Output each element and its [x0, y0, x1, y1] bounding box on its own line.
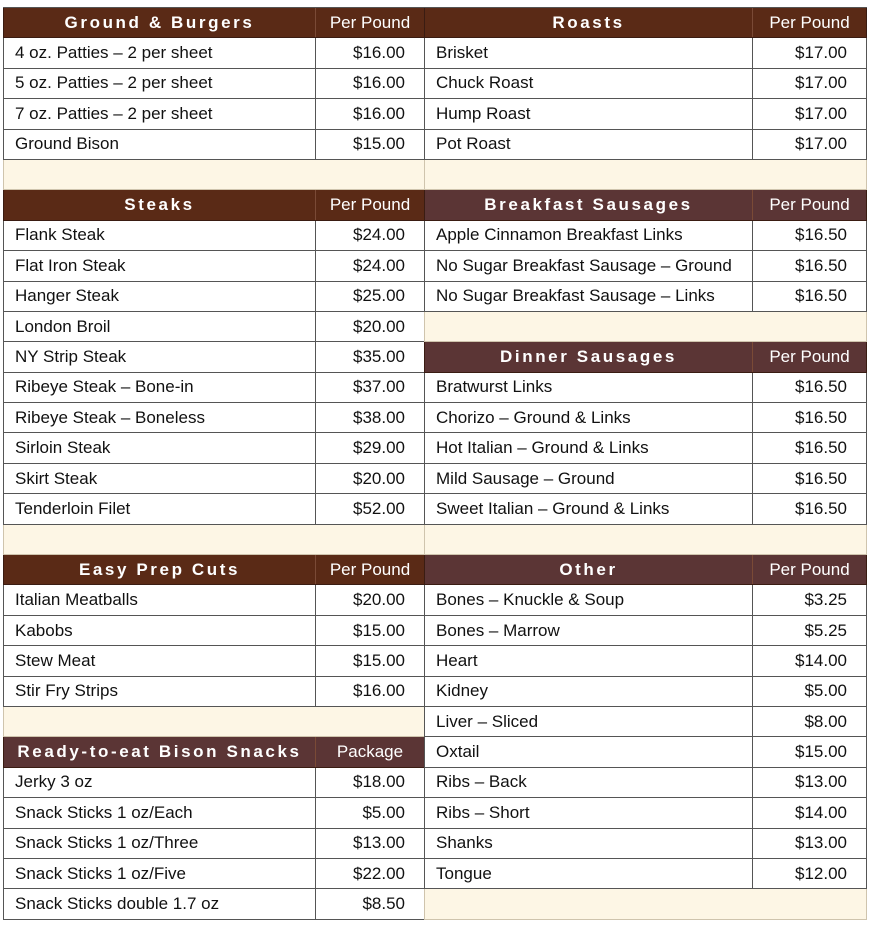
item-price: $5.00: [315, 798, 424, 827]
item-name: Kidney: [436, 681, 488, 701]
item-price: $25.00: [315, 282, 424, 311]
price-row: [424, 282, 867, 312]
item-price: $13.00: [315, 829, 424, 858]
item-price: $16.50: [752, 282, 866, 311]
item-price: $52.00: [315, 494, 424, 523]
item-name: Stew Meat: [15, 650, 96, 670]
section-title: Ready-to-eat Bison Snacks: [17, 742, 302, 762]
section-title: Other: [559, 559, 618, 579]
section-header-dinner-sausages: [424, 342, 867, 372]
item-name: Hump Roast: [436, 103, 531, 123]
price-row: [424, 646, 867, 676]
item-price: $13.00: [752, 829, 866, 858]
price-row: [3, 403, 425, 433]
item-name: 7 oz. Patties – 2 per sheet: [15, 103, 213, 123]
item-price: $16.50: [752, 373, 866, 402]
spacer-cell: [4, 160, 424, 189]
item-name: Snack Sticks 1 oz/Three: [15, 833, 199, 853]
price-row: [3, 373, 425, 403]
item-name: Skirt Steak: [15, 468, 98, 488]
item-price: $12.00: [752, 859, 866, 888]
spacer-cell: [425, 312, 866, 341]
item-name: Ribeye Steak – Bone-in: [15, 377, 194, 397]
item-name: Sweet Italian – Ground & Links: [436, 498, 670, 518]
price-unit-label: Package: [315, 737, 424, 766]
section-title: Dinner Sausages: [500, 346, 677, 366]
price-row: [3, 494, 425, 524]
price-row: [424, 403, 867, 433]
item-name: Tenderloin Filet: [15, 498, 131, 518]
price-row: [424, 130, 867, 160]
section-title: Easy Prep Cuts: [78, 559, 241, 579]
price-row: [424, 99, 867, 129]
item-price: $16.50: [752, 464, 866, 493]
item-name: Pot Roast: [436, 134, 511, 154]
item-price: $3.25: [752, 585, 866, 614]
item-price: $17.00: [752, 69, 866, 98]
item-price: $14.00: [752, 798, 866, 827]
price-unit-label: Per Pound: [752, 190, 866, 219]
item-name: Jerky 3 oz: [15, 772, 93, 792]
item-name: Snack Sticks 1 oz/Five: [15, 863, 187, 883]
item-price: $20.00: [315, 312, 424, 341]
item-price: $13.00: [752, 768, 866, 797]
item-name: Stir Fry Strips: [15, 681, 118, 701]
price-row: [3, 69, 425, 99]
item-price: $20.00: [315, 464, 424, 493]
item-name: Snack Sticks 1 oz/Each: [15, 802, 193, 822]
price-unit-label: Per Pound: [315, 555, 424, 584]
section-title: Steaks: [124, 195, 195, 215]
item-name: Liver – Sliced: [436, 711, 539, 731]
section-spacer: [424, 160, 867, 190]
price-row: [424, 585, 867, 615]
section-header-steaks: [3, 190, 425, 220]
price-unit-label: Per Pound: [752, 555, 866, 584]
item-name: London Broil: [15, 316, 111, 336]
price-row: [424, 707, 867, 737]
price-row: [3, 221, 425, 251]
item-name: Ribs – Back: [436, 772, 527, 792]
item-price: $16.50: [752, 221, 866, 250]
price-row: [3, 829, 425, 859]
price-row: [3, 312, 425, 342]
section-header-other: [424, 555, 867, 585]
item-price: $16.00: [315, 38, 424, 67]
price-row: [424, 798, 867, 828]
spacer-cell: [425, 889, 866, 918]
item-name: Chuck Roast: [436, 73, 534, 93]
item-price: $24.00: [315, 251, 424, 280]
section-spacer: [3, 160, 425, 190]
item-name: Shanks: [436, 833, 493, 853]
price-row: [3, 38, 425, 68]
price-row: [3, 433, 425, 463]
price-row: [424, 251, 867, 281]
price-unit-label: Per Pound: [752, 8, 866, 37]
section-header-roasts: [424, 8, 867, 38]
price-row: [424, 38, 867, 68]
item-name: Hot Italian – Ground & Links: [436, 438, 649, 458]
item-price: $8.00: [752, 707, 866, 736]
item-price: $16.00: [315, 69, 424, 98]
item-price: $16.00: [315, 677, 424, 706]
item-name: 5 oz. Patties – 2 per sheet: [15, 73, 213, 93]
item-name: Ribeye Steak – Boneless: [15, 407, 205, 427]
section-header-easy-prep-cuts: [3, 555, 425, 585]
item-price: $16.50: [752, 251, 866, 280]
price-row: [3, 585, 425, 615]
item-price: $8.50: [315, 889, 424, 918]
item-name: Tongue: [436, 863, 492, 883]
item-name: Flat Iron Steak: [15, 255, 126, 275]
item-name: Italian Meatballs: [15, 590, 138, 610]
item-price: $18.00: [315, 768, 424, 797]
section-spacer: [424, 889, 867, 919]
item-name: Brisket: [436, 43, 488, 63]
section-title: Ground & Burgers: [64, 12, 255, 32]
price-row: [3, 677, 425, 707]
right-price-table: [424, 8, 867, 920]
item-name: Chorizo – Ground & Links: [436, 407, 631, 427]
item-name: Bratwurst Links: [436, 377, 553, 397]
item-name: Sirloin Steak: [15, 438, 111, 458]
price-row: [424, 616, 867, 646]
section-header-ground-burgers: [3, 8, 425, 38]
price-row: [424, 737, 867, 767]
spacer-cell: [4, 707, 424, 736]
item-name: Apple Cinnamon Breakfast Links: [436, 225, 683, 245]
item-price: $16.50: [752, 494, 866, 523]
item-price: $17.00: [752, 130, 866, 159]
item-name: 4 oz. Patties – 2 per sheet: [15, 43, 213, 63]
item-price: $16.50: [752, 403, 866, 432]
section-header-breakfast-sausages: [424, 190, 867, 220]
price-row: [424, 433, 867, 463]
price-row: [424, 829, 867, 859]
price-row: [424, 69, 867, 99]
item-name: Kabobs: [15, 620, 73, 640]
item-price: $5.25: [752, 616, 866, 645]
item-price: $15.00: [315, 130, 424, 159]
item-name: Oxtail: [436, 742, 480, 762]
section-header-ready-to-eat-bison-snacks: [3, 737, 425, 767]
price-row: [424, 859, 867, 889]
item-price: $17.00: [752, 38, 866, 67]
section-spacer: [3, 707, 425, 737]
price-unit-label: Per Pound: [315, 8, 424, 37]
price-unit-label: Per Pound: [315, 190, 424, 219]
price-row: [3, 342, 425, 372]
item-price: $29.00: [315, 433, 424, 462]
section-spacer: [424, 312, 867, 342]
price-row: [3, 798, 425, 828]
left-price-table: [3, 8, 425, 920]
item-price: $16.00: [315, 99, 424, 128]
section-spacer: [3, 525, 425, 555]
item-price: $14.00: [752, 646, 866, 675]
price-row: [3, 99, 425, 129]
item-price: $38.00: [315, 403, 424, 432]
item-name: Heart: [436, 650, 478, 670]
item-name: No Sugar Breakfast Sausage – Links: [436, 286, 715, 306]
spacer-cell: [4, 525, 424, 554]
section-title: Breakfast Sausages: [484, 195, 693, 215]
price-row: [3, 130, 425, 160]
item-price: $17.00: [752, 99, 866, 128]
item-price: $37.00: [315, 373, 424, 402]
item-name: NY Strip Steak: [15, 346, 127, 366]
item-name: Bones – Knuckle & Soup: [436, 590, 625, 610]
item-name: Flank Steak: [15, 225, 105, 245]
price-row: [3, 616, 425, 646]
price-row: [3, 859, 425, 889]
item-price: $15.00: [315, 616, 424, 645]
price-row: [3, 768, 425, 798]
price-row: [424, 464, 867, 494]
price-row: [3, 646, 425, 676]
item-name: Mild Sausage – Ground: [436, 468, 615, 488]
price-row: [3, 889, 425, 919]
item-price: $15.00: [752, 737, 866, 766]
price-row: [424, 677, 867, 707]
item-price: $15.00: [315, 646, 424, 675]
price-row: [3, 464, 425, 494]
item-name: Ribs – Short: [436, 802, 530, 822]
price-row: [424, 768, 867, 798]
spacer-cell: [425, 525, 866, 554]
price-row: [424, 494, 867, 524]
spacer-cell: [425, 160, 866, 189]
price-unit-label: Per Pound: [752, 342, 866, 371]
item-price: $5.00: [752, 677, 866, 706]
section-spacer: [424, 525, 867, 555]
item-name: Ground Bison: [15, 134, 119, 154]
price-row: [424, 221, 867, 251]
section-title: Roasts: [552, 12, 625, 32]
item-name: Bones – Marrow: [436, 620, 560, 640]
item-price: $24.00: [315, 221, 424, 250]
item-price: $20.00: [315, 585, 424, 614]
item-price: $16.50: [752, 433, 866, 462]
item-price: $22.00: [315, 859, 424, 888]
price-row: [3, 282, 425, 312]
price-row: [424, 373, 867, 403]
item-price: $35.00: [315, 342, 424, 371]
item-name: Snack Sticks double 1.7 oz: [15, 894, 220, 914]
price-row: [3, 251, 425, 281]
item-name: Hanger Steak: [15, 286, 119, 306]
item-name: No Sugar Breakfast Sausage – Ground: [436, 255, 732, 275]
